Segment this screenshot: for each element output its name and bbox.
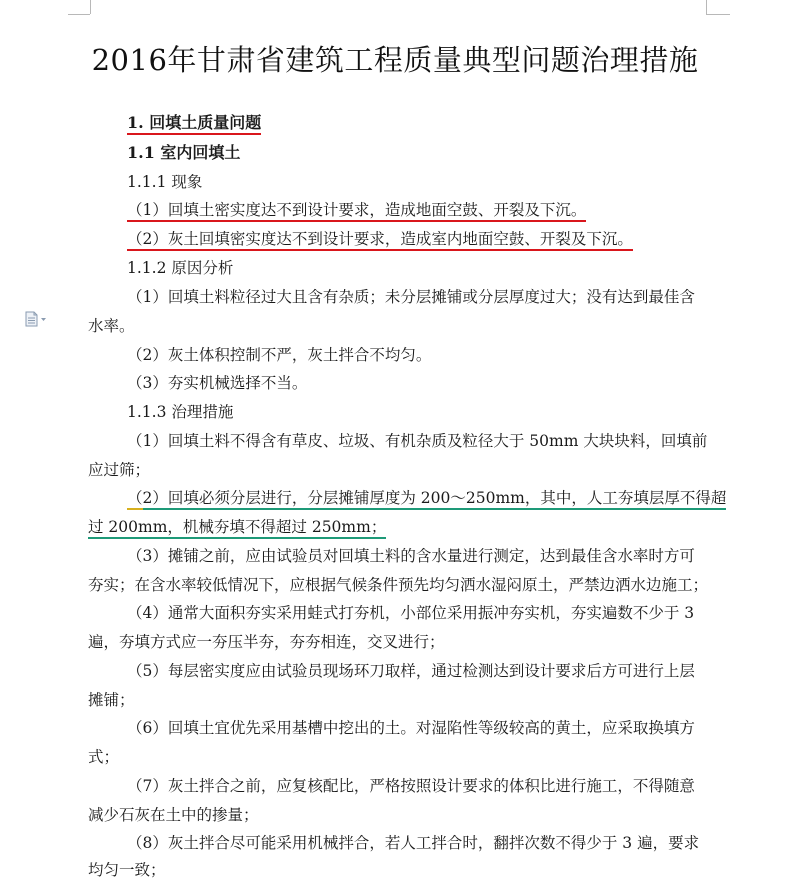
measure-3-line-1: （3）摊铺之前，应由试验员对回填土料的含水量进行测定，达到最佳含水率时方可 bbox=[127, 547, 695, 565]
measure-1-line-1: （1）回填土料不得含有草皮、垃圾、有机杂质及粒径大于 50mm 大块块料，回填前 bbox=[127, 432, 708, 450]
corner-mark-right-h bbox=[706, 14, 730, 15]
heading-1-text: 1. 回填土质量问题 bbox=[127, 113, 261, 135]
measure-3-line-2: 夯实；在含水率较低情况下，应根据气候条件预先均匀洒水湿闷原土，严禁边洒水边施工； bbox=[88, 576, 709, 594]
heading-1-1: 1.1 室内回填土 bbox=[127, 143, 241, 162]
measure-8-line-1: （8）灰土拌合尽可能采用机械拌合，若人工拌合时，翻拌次数不得少于 3 遍，要求 bbox=[127, 834, 700, 852]
cause-3: （3）夯实机械选择不当。 bbox=[127, 374, 308, 392]
measure-2-text: 2）回填必须分层进行，分层摊铺厚度为 200～250mm，其中，人工夯填层厚不得超 bbox=[143, 489, 727, 510]
measure-4-line-2: 遍，夯填方式应一夯压半夯，夯夯相连，交叉进行； bbox=[88, 633, 445, 651]
page-title: 2016年甘肃省建筑工程质量典型问题治理措施 bbox=[91, 43, 699, 77]
phenomenon-2-text: （2）灰土回填密实度达不到设计要求，造成室内地面空鼓、开裂及下沉。 bbox=[127, 230, 633, 251]
cause-2: （2）灰土体积控制不严，灰土拌合不均匀。 bbox=[127, 346, 432, 364]
heading-1-1-3: 1.1.3 治理措施 bbox=[127, 403, 234, 421]
measure-2-paren: （ bbox=[127, 489, 143, 510]
phenomenon-1 bbox=[127, 200, 586, 220]
measure-7-line-1: （7）灰土拌合之前，应复核配比，严格按照设计要求的体积比进行施工，不得随意 bbox=[127, 777, 695, 795]
measure-4-line-1: （4）通常大面积夯实采用蛙式打夯机，小部位采用振冲夯实机，夯实遍数不少于 3 bbox=[127, 604, 695, 622]
heading-1 bbox=[127, 113, 261, 133]
measure-6-line-2: 式； bbox=[88, 748, 120, 766]
measure-2-text-cont: 过 200mm，机械夯填不得超过 250mm； bbox=[88, 518, 386, 539]
document-icon[interactable] bbox=[24, 311, 50, 327]
measure-7-line-2: 减少石灰在土中的掺量； bbox=[88, 806, 259, 824]
measure-2-line-2 bbox=[88, 517, 386, 537]
measure-2-line-1 bbox=[127, 488, 726, 508]
phenomenon-1-text: （1）回填土密实度达不到设计要求，造成地面空鼓、开裂及下沉。 bbox=[127, 201, 586, 222]
measure-6-line-1: （6）回填土宜优先采用基槽中挖出的土。对湿陷性等级较高的黄土，应采取换填方 bbox=[127, 719, 695, 737]
corner-mark-left-h bbox=[68, 14, 90, 15]
measure-1-line-2: 应过筛； bbox=[88, 461, 151, 479]
corner-mark-right-v bbox=[706, 0, 707, 14]
corner-mark-left-v bbox=[90, 0, 91, 14]
heading-1-1-1: 1.1.1 现象 bbox=[127, 173, 203, 191]
measure-8-line-2: 均匀一致； bbox=[88, 861, 166, 879]
phenomenon-2 bbox=[127, 229, 633, 249]
measure-5-line-2: 摊铺； bbox=[88, 691, 135, 709]
measure-5-line-1: （5）每层密实度应由试验员现场环刀取样，通过检测达到设计要求后方可进行上层 bbox=[127, 662, 695, 680]
cause-1-line-1: （1）回填土料粒径过大且含有杂质；未分层摊铺或分层厚度过大；没有达到最佳含 bbox=[127, 288, 695, 306]
cause-1-line-2: 水率。 bbox=[88, 317, 135, 335]
heading-1-1-2: 1.1.2 原因分析 bbox=[127, 259, 234, 277]
